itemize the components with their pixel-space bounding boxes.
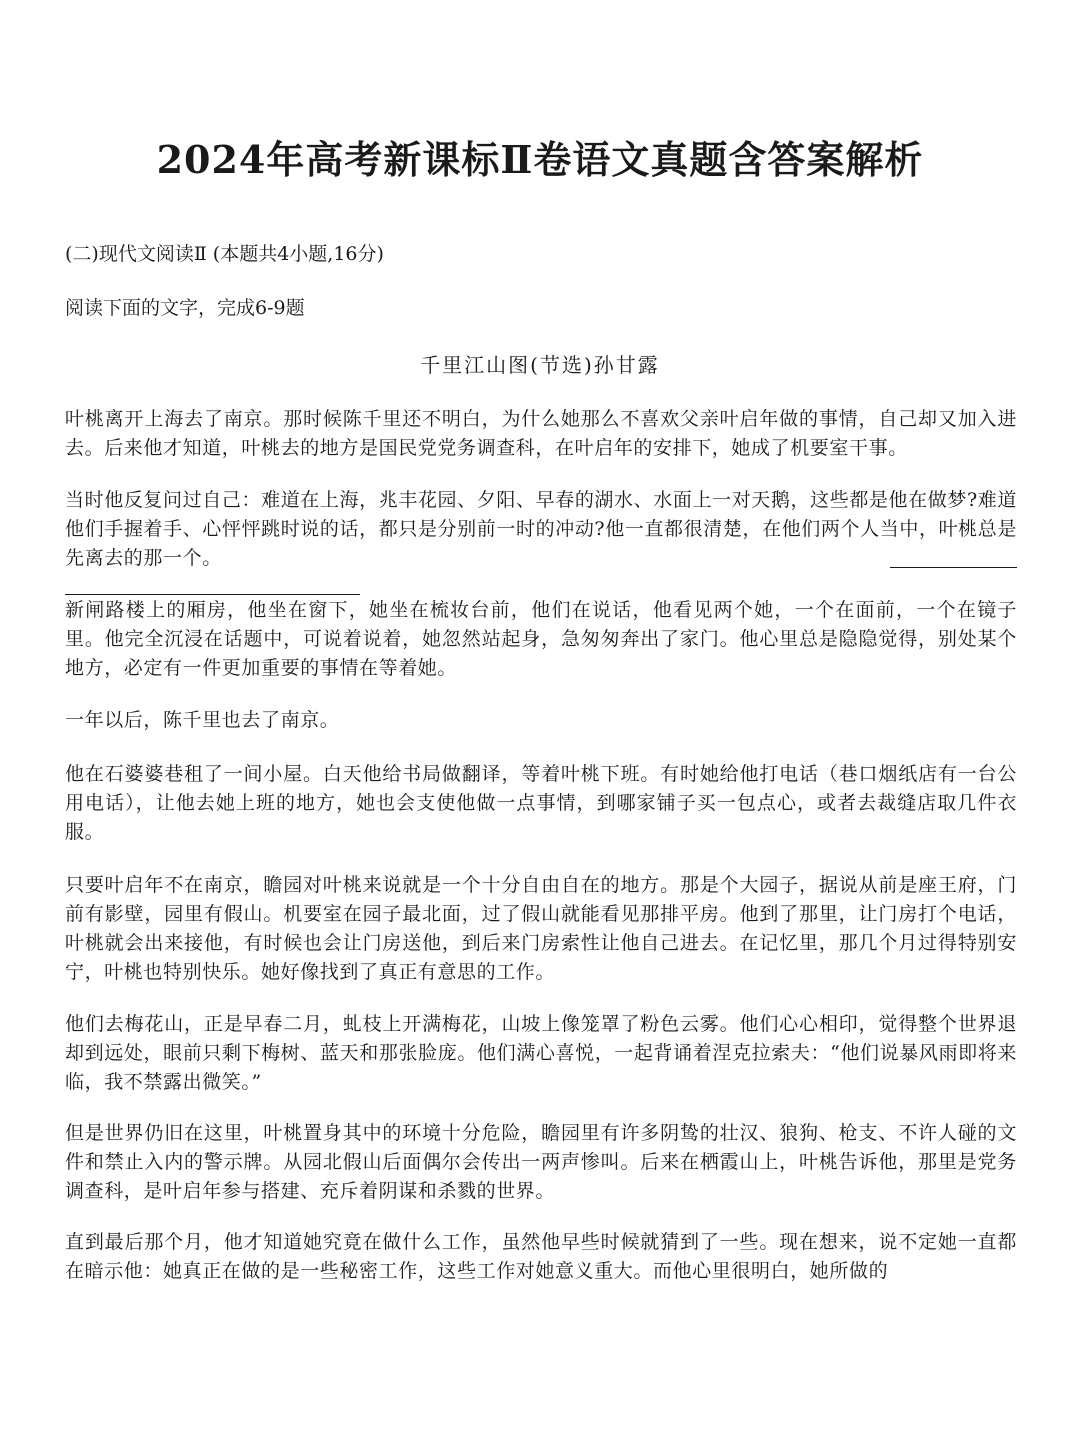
section-heading: (二)现代文阅读Ⅱ (本题共4小题,16分)	[65, 243, 384, 265]
paragraph-7: 他们去梅花山，正是早春二月，虬枝上开满梅花，山坡上像笼罩了粉色云雾。他们心心相印，觉得整个世界退却到远处，眼前只剩下梅树、蓝天和那张脸庞。他们满心喜悦，一起背诵着涅克拉索夫：“他们说暴风雨即将来临，我不禁露出微笑。”	[65, 1013, 1017, 1093]
divider-rule-right	[890, 567, 1017, 568]
instruction-text: 阅读下面的文字，完成6-9题	[65, 297, 305, 319]
paragraph-8: 但是世界仍旧在这里，叶桃置身其中的环境十分危险，瞻园里有许多阴鸷的壮汉、狼狗、枪支、不许人碰的文件和禁止入内的警示牌。从园北假山后面偶尔会传出一两声惨叫。后来在栖霞山上，叶桃告诉他，那里是党务调查科，是叶启年参与搭建、充斥着阴谋和杀戮的世界。	[65, 1122, 1017, 1202]
paragraph-5: 他在石婆婆巷租了一间小屋。白天他给书局做翻译，等着叶桃下班。有时她给他打电话（巷口烟纸店有一台公用电话），让他去她上班的地方，她也会支使他做一点事情，到哪家铺子买一包点心，或者去裁缝店取几件衣服。	[65, 763, 1017, 843]
paragraph-3: 新闸路楼上的厢房，他坐在窗下，她坐在梳妆台前，他们在说话，他看见两个她，一个在面前，一个在镜子里。他完全沉浸在话题中，可说着说着，她忽然站起身，急匆匆奔出了家门。他心里总是隐隐觉得，别处某个地方，必定有一件更加重要的事情在等着她。	[65, 599, 1017, 679]
divider-rule-left	[65, 594, 360, 595]
paragraph-9: 直到最后那个月，他才知道她究竟在做什么工作，虽然他早些时候就猜到了一些。现在想来，说不定她一直都在暗示他：她真正在做的是一些秘密工作，这些工作对她意义重大。而他心里很明白，她所做的	[65, 1231, 1017, 1282]
paragraph-2: 当时他反复问过自己：难道在上海，兆丰花园、夕阳、早春的湖水、水面上一对天鹅，这些都是他在做梦?难道他们手握着手、心怦怦跳时说的话，都只是分别前一时的冲动?他一直都很清楚，在他们两个人当中，叶桃总是先离去的那一个。	[65, 489, 1017, 569]
paragraph-1: 叶桃离开上海去了南京。那时候陈千里还不明白，为什么她那么不喜欢父亲叶启年做的事情，自己却又加入进去。后来他才知道，叶桃去的地方是国民党党务调查科，在叶启年的安排下，她成了机要室干事。	[65, 408, 1017, 459]
paragraph-6: 只要叶启年不在南京，瞻园对叶桃来说就是一个十分自由自在的地方。那是个大园子，据说从前是座王府，门前有影壁，园里有假山。机要室在园子最北面，过了假山就能看见那排平房。他到了那里，让门房打个电话，叶桃就会出来接他，有时候也会让门房送他，到后来门房索性让他自己进去。在记忆里，那几个月过得特别安宁，叶桃也特别快乐。她好像找到了真正有意思的工作。	[65, 874, 1017, 983]
paragraph-4: 一年以后，陈千里也去了南京。	[65, 709, 340, 731]
page-title: 2024年高考新课标Ⅱ卷语文真题含答案解析	[156, 137, 924, 182]
article-title: 千里江山图(节选)孙甘露	[420, 353, 660, 377]
